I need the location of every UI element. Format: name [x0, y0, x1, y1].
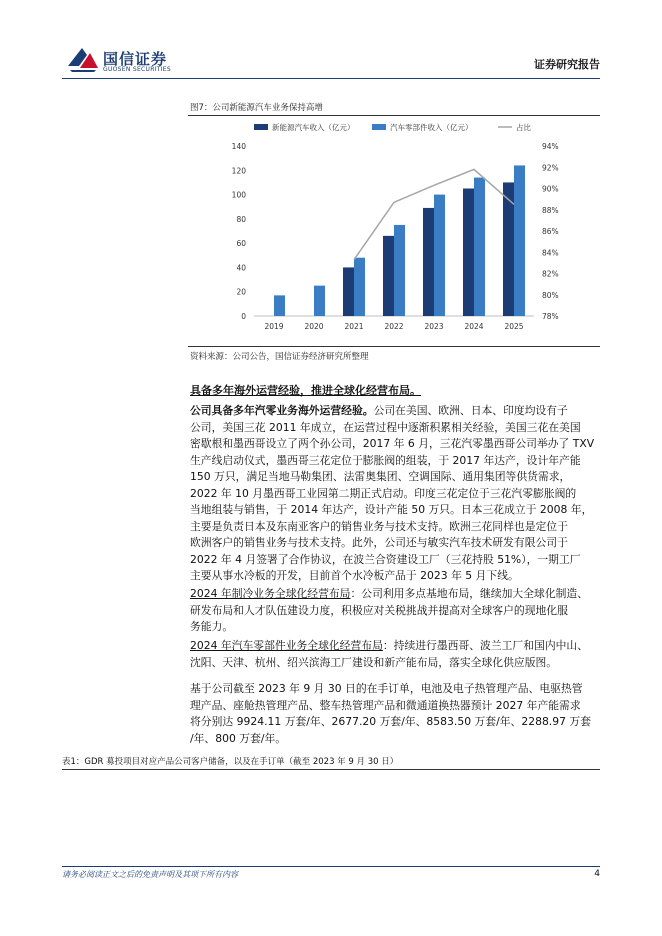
bar-0 [463, 189, 474, 317]
legend-label: 占比 [516, 123, 531, 132]
y-right-tick-label: 80% [542, 290, 559, 300]
paragraph-line: 基于公司截至 2023 年 9 月 30 日的在手订单，电池及电子热管理产品、电驱热管 [190, 682, 583, 695]
bar-1 [314, 286, 325, 316]
section-title: 具备多年海外运营经验，推进全球化经营布局。 [190, 384, 421, 397]
y-left-tick-label: 80 [236, 214, 246, 224]
paragraph-line: 公司，美国三花 2011 年成立，在运营过程中逐渐积累相关经验，美国三花在美国 [190, 420, 581, 434]
paragraph-line: 150 万只，满足当地马勒集团、法雷奥集团、空调国际、通用集团等供货需求， [190, 470, 571, 483]
y-right-tick-label: 84% [542, 248, 559, 258]
paragraph-line: 公司在美国、欧洲、日本、印度均设有子 [373, 404, 568, 417]
bar-0 [423, 208, 434, 316]
paragraph-line: 生产线启动仪式，墨西哥三花定位于膨胀阀的组装，于 2017 年达产，设计年产能 [190, 453, 581, 467]
y-left-tick-label: 140 [231, 142, 246, 151]
y-left-tick-label: 0 [241, 312, 246, 321]
table-title: 表1：GDR 募投项目对应产品公司客户储备，以及在手订单（截至 2023 年 9 月 30 日） [62, 757, 399, 767]
paragraph-lead: 2024 年汽车零部件业务全球化经营布局 [190, 639, 383, 652]
legend-swatch [254, 124, 268, 130]
paragraph-orders [190, 681, 600, 747]
paragraph-auto-parts [190, 638, 600, 671]
paragraph-line: 密歇根和墨西哥设立了两个孙公司，2017 年 6 月，三花汽零墨西哥公司举办了 TXV [190, 437, 595, 450]
y-right-tick-label: 92% [542, 163, 559, 173]
x-tick-label: 2023 [424, 322, 444, 331]
header-divider [62, 78, 600, 79]
bar-1 [394, 225, 405, 316]
paragraph-line: 当地组装与销售，于 2014 年达产，设计产能 50 万只。日本三花成立于 2008 年， [190, 503, 593, 516]
paragraph-refrigeration [190, 586, 600, 636]
revenue-chart [188, 115, 600, 340]
paragraph-line: 2022 年 10 月墨西哥工业园第二期正式启动。印度三花定位于三花汽零膨胀阀的 [190, 486, 577, 500]
y-left-tick-label: 100 [231, 190, 246, 200]
bar-1 [474, 178, 485, 316]
footer-divider [62, 866, 600, 867]
y-right-tick-label: 86% [542, 227, 559, 236]
x-tick-label: 2024 [464, 322, 484, 331]
bar-0 [383, 236, 394, 316]
figure-bottom-rule [188, 346, 600, 347]
figure-title: 图7：公司新能源汽车业务保持高增 [190, 103, 323, 113]
y-right-tick-label: 78% [542, 312, 559, 321]
paragraph-line: 理产品、座舱热管理产品、整车热管理产品和微通道换热器预计 2027 年产能需求 [190, 698, 581, 712]
chart-legend [254, 122, 531, 132]
paragraph-line: /年、800 万套/年。 [190, 731, 287, 745]
paragraph-overseas [190, 403, 600, 585]
x-tick-label: 2019 [264, 322, 284, 331]
bar-1 [514, 165, 525, 316]
paragraph-line: 将分别达 9924.11 万套/年、2677.20 万套/年、8583.50 万套/年、2288.97 万套 [190, 715, 592, 728]
legend-label: 新能源汽车收入（亿元） [272, 123, 355, 132]
paragraph-line: 欧洲客户的销售业务与技术支持。此外，公司还与敏实汽车技术研发有限公司于 [190, 536, 568, 549]
paragraph-line: ：公司利用多点基地布局，继续加大全球化制造、 [350, 587, 589, 600]
y-left-tick-label: 60 [236, 239, 246, 249]
y-left-tick-label: 40 [236, 263, 246, 273]
y-right-tick-label: 82% [542, 269, 559, 279]
paragraph-line: 研发布局和人才队伍建设力度，积极应对关税挑战并提高对全球客户的现地化服 [190, 603, 568, 617]
report-type: 证券研究报告 [534, 58, 600, 71]
x-tick-label: 2021 [344, 322, 364, 331]
y-left-tick-label: 20 [236, 287, 246, 297]
table-top-rule [62, 769, 600, 770]
bar-0 [343, 267, 354, 316]
x-tick-label: 2025 [504, 322, 524, 331]
paragraph-line: 主要是负责日本及东南亚客户的销售业务与技术支持。欧洲三花同样也是定位于 [190, 519, 568, 533]
guosen-logo-icon [66, 44, 100, 74]
bar-1 [354, 258, 365, 316]
y-right-tick-label: 88% [542, 205, 559, 215]
bar-1 [434, 195, 445, 316]
legend-label: 汽车零部件收入（亿元） [390, 123, 473, 132]
page-header [0, 0, 662, 80]
paragraph-line: 沈阳、天津、杭州、绍兴滨海工厂建设和新产能布局，落实全球化供应版图。 [190, 655, 558, 669]
page-number: 4 [594, 869, 600, 879]
paragraph-line: ：持续进行墨西哥、波兰工厂和国内中山、 [382, 639, 589, 652]
logo-text-en: GUOSEN SECURITIES [103, 66, 172, 73]
y-right-tick-label: 90% [542, 184, 559, 194]
bar-1 [274, 295, 285, 316]
x-tick-label: 2022 [384, 322, 404, 331]
footer-disclaimer: 请务必阅读正文之后的免责声明及其项下所有内容 [62, 870, 238, 879]
y-right-tick-label: 94% [542, 142, 559, 151]
chart-bars [274, 165, 525, 316]
y-left-tick-label: 120 [231, 166, 246, 176]
paragraph-line: 2022 年 4 月签署了合作协议，在波兰合资建设工厂（三花持股 51%），一期工厂 [190, 552, 581, 566]
x-tick-label: 2020 [304, 322, 324, 331]
figure-source: 资料来源：公司公告，国信证券经济研究所整理 [190, 352, 369, 362]
paragraph-lead: 2024 年制冷业务全球化经营布局 [190, 587, 351, 600]
paragraph-lead: 公司具备多年汽零业务海外运营经验。 [190, 404, 374, 417]
legend-swatch [372, 124, 386, 130]
paragraph-line: 务能力。 [190, 620, 234, 633]
paragraph-line: 主要从事水冷板的开发，目前首个水冷板产品于 2023 年 5 月下线。 [190, 569, 519, 582]
logo-text-cn: 国信证券 [103, 50, 168, 68]
